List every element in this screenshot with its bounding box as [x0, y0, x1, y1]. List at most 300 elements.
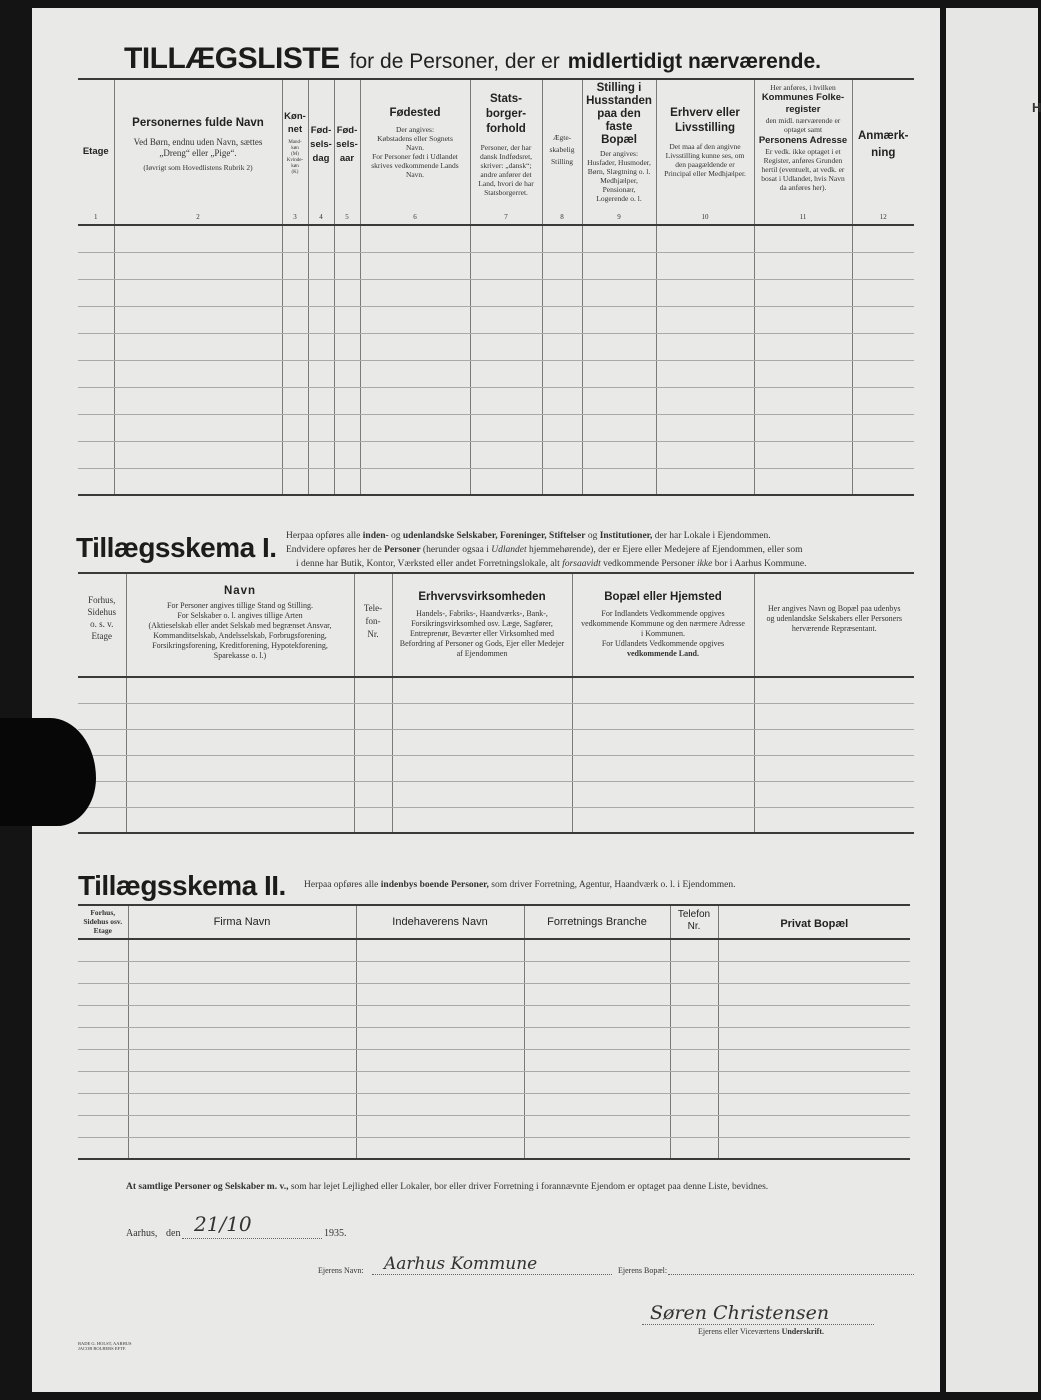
table-cell	[354, 807, 392, 833]
skema1-intro	[286, 529, 916, 571]
table-cell	[470, 306, 542, 333]
table-cell	[754, 781, 914, 807]
t: og	[388, 531, 403, 541]
table-cell	[582, 360, 656, 387]
table-row	[78, 729, 914, 755]
table-cell	[718, 1005, 910, 1027]
s1-col-residence-sub: For Indlandets Vedkommende opgives vedkommende Kommune og den nærmere Adresse i Kommunen. For Udlandets Vedkommende opgives	[581, 609, 745, 648]
s1-col-residence	[572, 573, 754, 677]
table-cell	[360, 252, 470, 279]
table-cell	[656, 225, 754, 252]
table-cell	[852, 468, 914, 495]
table-cell	[470, 387, 542, 414]
skema2-header	[78, 905, 910, 939]
col-num-2: 2	[196, 213, 200, 221]
col-num-12: 12	[879, 213, 887, 221]
table-cell	[282, 441, 308, 468]
s1-col-phone-text: Tele- fon- Nr.	[363, 603, 383, 639]
table-cell	[334, 279, 360, 306]
table-cell	[572, 729, 754, 755]
table-cell	[670, 1115, 718, 1137]
t: Ejerens eller Viceværtens	[698, 1327, 782, 1336]
table-cell	[354, 703, 392, 729]
skema2-intro	[304, 880, 914, 891]
table-cell	[582, 279, 656, 306]
table-cell	[360, 414, 470, 441]
table-cell	[354, 781, 392, 807]
table-cell	[360, 306, 470, 333]
printer-imprint	[78, 1341, 132, 1351]
table-cell	[360, 225, 470, 252]
table-cell	[392, 755, 572, 781]
table-cell	[78, 468, 114, 495]
table-cell	[542, 468, 582, 495]
table-cell	[656, 306, 754, 333]
s2-col-firm-title: Firma Navn	[213, 916, 271, 928]
s1-col-rep-text: Her angives Navn og Bopæl paa udenbys og udenlandske Selskabers eller Personers herværende Repræsentant.	[766, 604, 903, 633]
col-name	[114, 79, 282, 225]
skema1-table	[78, 572, 914, 834]
table-cell	[78, 1005, 128, 1027]
table-cell	[470, 225, 542, 252]
table-cell	[308, 252, 334, 279]
t: At samtlige Personer og Selskaber m. v.,	[126, 1182, 289, 1192]
table-cell	[754, 703, 914, 729]
col-citizenship-sub: Personer, der har dansk Indfødsret, skriver: „dansk“; andre anfører det Land, hvori de har Statsborgerret.	[478, 143, 534, 197]
col-num-4: 4	[319, 213, 323, 221]
col-birthyear-title: Fød- sels- aar	[336, 125, 358, 164]
table-cell	[718, 983, 910, 1005]
table-row	[78, 279, 914, 306]
table-row	[78, 306, 914, 333]
table-cell	[282, 252, 308, 279]
table-cell	[78, 333, 114, 360]
table-cell	[78, 677, 126, 703]
table-cell	[308, 360, 334, 387]
col-birthplace	[360, 79, 470, 225]
table-cell	[470, 279, 542, 306]
table-cell	[78, 279, 114, 306]
table-cell	[524, 1005, 670, 1027]
table-cell	[128, 1093, 356, 1115]
owner-name-label: Ejerens Navn:	[318, 1266, 364, 1275]
signature-line	[642, 1324, 874, 1325]
table-cell	[334, 360, 360, 387]
title-regular: for de Personer, der er	[349, 50, 560, 73]
s2-col-etage-text: Forhus, Sidehus osv. Etage	[83, 908, 123, 935]
table-cell	[356, 1093, 524, 1115]
table-cell	[126, 729, 354, 755]
table-row	[78, 703, 914, 729]
table-row	[78, 1115, 910, 1137]
table-cell	[78, 225, 114, 252]
table-cell	[542, 279, 582, 306]
table-cell	[114, 414, 282, 441]
col-household-sub: Der angives: Husfader, Husmoder, Børn, Slægtning o. l. Medhjælper, Pensionær, Logerende o. l.	[587, 149, 651, 203]
col-num-7: 7	[504, 213, 508, 221]
table-cell	[308, 441, 334, 468]
table-cell	[670, 1049, 718, 1071]
t: bor i Aarhus Kommune.	[712, 559, 807, 569]
t: som har lejet Lejlighed eller Lokaler, bor eller driver Forretning i forannævnte Ejendom er optaget paa denne Liste, bevidnes.	[288, 1182, 769, 1192]
table-cell	[334, 306, 360, 333]
table-cell	[852, 225, 914, 252]
table-cell	[852, 360, 914, 387]
table-cell	[524, 1049, 670, 1071]
t: forsaavidt	[562, 559, 601, 569]
table-cell	[524, 939, 670, 961]
table-cell	[582, 414, 656, 441]
table-row	[78, 387, 914, 414]
main-title	[124, 42, 934, 76]
adjacent-page-letter: H	[1032, 100, 1041, 115]
s1-col-name-title: Navn	[223, 585, 257, 597]
table-cell	[524, 1093, 670, 1115]
table-cell	[470, 252, 542, 279]
t: indenbys boende Personer,	[380, 880, 489, 890]
col-marital-title: Ægte- skabelig Stilling	[549, 133, 575, 166]
table-cell	[718, 1115, 910, 1137]
table-cell	[582, 387, 656, 414]
table-cell	[670, 983, 718, 1005]
table-cell	[392, 807, 572, 833]
s1-col-name	[126, 573, 354, 677]
t: Udlandet	[491, 545, 527, 555]
col-citizenship-title: Stats- borger- forhold	[485, 93, 527, 135]
t: i denne har Butik, Kontor, Værksted eller andet Forretningslokale, alt	[296, 559, 563, 569]
table-cell	[308, 306, 334, 333]
t: Herpaa opføres alle	[286, 531, 363, 541]
table-cell	[852, 252, 914, 279]
table-cell	[78, 387, 114, 414]
table-cell	[470, 414, 542, 441]
table-cell	[78, 1049, 128, 1071]
table-cell	[656, 360, 754, 387]
attestation-statement	[126, 1182, 916, 1193]
col-koen-sub: Mand- køn (M) Kvinde- køn (K)	[286, 140, 304, 175]
table-cell	[754, 755, 914, 781]
col-num-6: 6	[413, 213, 417, 221]
table-cell	[128, 1115, 356, 1137]
table-cell	[542, 333, 582, 360]
table-cell	[754, 729, 914, 755]
table-row	[78, 1005, 910, 1027]
table-row	[78, 225, 914, 252]
table-cell	[524, 1115, 670, 1137]
table-row	[78, 1071, 910, 1093]
s2-col-branch	[524, 905, 670, 939]
table-cell	[360, 468, 470, 495]
table-row	[78, 781, 914, 807]
col-num-3: 3	[293, 213, 297, 221]
table-row	[78, 252, 914, 279]
table-cell	[114, 252, 282, 279]
signature-caption	[698, 1327, 824, 1336]
table-cell	[354, 677, 392, 703]
table-cell	[128, 1071, 356, 1093]
t: Institutioner,	[599, 531, 653, 541]
table-row	[78, 414, 914, 441]
table-cell	[718, 1071, 910, 1093]
table-cell	[852, 306, 914, 333]
table-cell	[542, 414, 582, 441]
col-marital	[542, 79, 582, 225]
table-cell	[582, 333, 656, 360]
table-cell	[524, 1071, 670, 1093]
table-cell	[126, 781, 354, 807]
table-row	[78, 755, 914, 781]
skema1-header	[78, 573, 914, 677]
table-cell	[656, 414, 754, 441]
printer-line-1: BADE G. HOLST, AARHUS	[78, 1341, 132, 1346]
s2-col-phone	[670, 905, 718, 939]
table-cell	[718, 939, 910, 961]
table-cell	[356, 1115, 524, 1137]
table-cell	[126, 755, 354, 781]
table-cell	[754, 468, 852, 495]
table-cell	[354, 729, 392, 755]
adjacent-page	[946, 8, 1041, 1392]
col-register-sub: Er vedk. ikke optaget i et Register, anføres Grunden hertil (eventuelt, at vedk. er bosat i Udlandet, hvis Navn da anføres her).	[761, 147, 845, 192]
table-row	[78, 961, 910, 983]
table-cell	[582, 252, 656, 279]
table-cell	[334, 252, 360, 279]
col-remark	[852, 79, 914, 225]
skema1-intro-line2	[286, 543, 916, 557]
owner-address-label: Ejerens Bopæl:	[618, 1266, 668, 1275]
s2-col-address-title: Privat Bopæl	[780, 918, 849, 930]
col-koen-title: Køn- net	[284, 111, 306, 135]
table-cell	[582, 441, 656, 468]
col-num-5: 5	[345, 213, 349, 221]
table-cell	[582, 225, 656, 252]
table-cell	[126, 807, 354, 833]
table-cell	[754, 252, 852, 279]
t: som driver Forretning, Agentur, Haandværk o. l. i Ejendommen.	[488, 880, 736, 890]
col-koen	[282, 79, 308, 225]
col-num-1: 1	[94, 213, 98, 221]
table-cell	[524, 1137, 670, 1159]
table-cell	[360, 333, 470, 360]
s1-col-business-sub: Handels-, Fabriks-, Haandværks-, Bank-, Forsikringsvirksomhed osv. Læge, Sagfører, Entreprenør, Beværter eller Virksomhed med Befordring af Personer og Gods, Ejer eller Medejer af Ejendommen	[399, 609, 565, 658]
col-etage-title: Etage	[82, 146, 109, 157]
table-cell	[656, 279, 754, 306]
table-cell	[78, 441, 114, 468]
table-cell	[542, 306, 582, 333]
table-cell	[670, 1071, 718, 1093]
table-cell	[334, 333, 360, 360]
s1-col-residence-title: Bopæl eller Hjemsted	[604, 591, 722, 603]
t: vedkommende Personer	[600, 559, 698, 569]
table-cell	[670, 1137, 718, 1159]
table-cell	[282, 360, 308, 387]
table-cell	[582, 306, 656, 333]
table-cell	[128, 1137, 356, 1159]
t: og	[585, 531, 600, 541]
col-birthday	[308, 79, 334, 225]
table-cell	[282, 468, 308, 495]
skema1-title: Tillægsskema I.	[76, 532, 277, 563]
skema2-table	[78, 904, 910, 1160]
title-bold-end: midlertidigt nærværende.	[567, 50, 822, 73]
s2-col-branch-title: Forretnings Branche	[547, 916, 647, 928]
table-row	[78, 939, 910, 961]
table-cell	[656, 387, 754, 414]
col-register-title: Kommunes Folke- register	[761, 92, 845, 115]
col-register-subpre: den midl. nærværende er optaget samt	[765, 116, 841, 134]
table-cell	[542, 225, 582, 252]
table-cell	[392, 677, 572, 703]
skema1-intro-line1	[286, 529, 916, 543]
owner-name-line	[372, 1274, 612, 1275]
date-line	[182, 1238, 322, 1239]
table-cell	[114, 306, 282, 333]
table-cell	[78, 252, 114, 279]
table-row	[78, 1049, 910, 1071]
table-cell	[356, 1137, 524, 1159]
col-occupation-sub: Det maa af den angivne Livsstilling kunne ses, om den paagældende er Principal eller Medhjælper.	[664, 142, 746, 178]
table-cell	[852, 387, 914, 414]
col-num-11: 11	[799, 213, 807, 221]
table-row	[78, 441, 914, 468]
table-cell	[114, 387, 282, 414]
date-handwritten: 21/10	[194, 1212, 252, 1236]
table-cell	[78, 360, 114, 387]
table-cell	[126, 677, 354, 703]
table-cell	[78, 414, 114, 441]
col-register-title2: Personens Adresse	[758, 135, 848, 146]
table-cell	[470, 333, 542, 360]
table-cell	[392, 781, 572, 807]
table-cell	[356, 1071, 524, 1093]
table-row	[78, 1027, 910, 1049]
table-cell	[308, 414, 334, 441]
table-cell	[334, 387, 360, 414]
t: ikke	[697, 559, 713, 569]
table-cell	[308, 387, 334, 414]
table-cell	[282, 225, 308, 252]
table-cell	[78, 961, 128, 983]
col-name-note: (Iøvrigt som Hovedlistens Rubrik 2)	[143, 163, 253, 172]
table-cell	[114, 360, 282, 387]
table-cell	[718, 1027, 910, 1049]
table-cell	[670, 1005, 718, 1027]
table-cell	[670, 961, 718, 983]
t: udenlandske Selskaber, Foreninger, Stiftelser	[402, 531, 586, 541]
s1-col-etage-text: Forhus, Sidehus o. s. v. Etage	[87, 595, 116, 641]
table-cell	[572, 677, 754, 703]
table-cell	[670, 939, 718, 961]
col-num-10: 10	[701, 213, 709, 221]
table-cell	[128, 983, 356, 1005]
col-occupation-title: Erhverv eller Livsstilling	[670, 107, 740, 134]
table-cell	[360, 279, 470, 306]
table-cell	[334, 225, 360, 252]
table-row	[78, 468, 914, 495]
col-register	[754, 79, 852, 225]
table-cell	[852, 333, 914, 360]
table-cell	[718, 1049, 910, 1071]
table-cell	[392, 703, 572, 729]
table-cell	[356, 961, 524, 983]
title-bold: TILLÆGSLISTE	[124, 42, 340, 75]
table-cell	[78, 1071, 128, 1093]
table-cell	[754, 279, 852, 306]
table-cell	[572, 703, 754, 729]
s2-col-owner	[356, 905, 524, 939]
table-cell	[754, 387, 852, 414]
table-cell	[308, 468, 334, 495]
col-occupation	[656, 79, 754, 225]
table-cell	[282, 414, 308, 441]
col-name-title: Personernes fulde Navn	[132, 117, 264, 129]
table-cell	[78, 1093, 128, 1115]
s2-col-owner-title: Indehaverens Navn	[392, 916, 488, 928]
table-cell	[656, 333, 754, 360]
col-etage	[78, 79, 114, 225]
city-label: Aarhus,	[126, 1228, 158, 1239]
table-cell	[78, 703, 126, 729]
table-cell	[524, 961, 670, 983]
col-register-pre: Her anføres, i hvilken	[770, 83, 836, 92]
thumb-shadow	[0, 718, 96, 826]
table-cell	[78, 1027, 128, 1049]
table-cell	[670, 1027, 718, 1049]
owner-name-handwritten: Aarhus Kommune	[384, 1254, 538, 1274]
table-cell	[754, 441, 852, 468]
table-cell	[754, 414, 852, 441]
table-row	[78, 677, 914, 703]
table-cell	[754, 360, 852, 387]
owner-address-line	[668, 1274, 914, 1275]
s1-col-phone	[354, 573, 392, 677]
table-cell	[114, 225, 282, 252]
form-page	[32, 8, 940, 1392]
table-cell	[114, 468, 282, 495]
year-label: 1935.	[324, 1228, 347, 1239]
skema1-intro-line3	[286, 557, 916, 571]
table-cell	[572, 781, 754, 807]
table-cell	[354, 755, 392, 781]
table-row	[78, 333, 914, 360]
table-cell	[128, 1005, 356, 1027]
s1-col-business	[392, 573, 572, 677]
t: der har Lokale i Ejendommen.	[652, 531, 771, 541]
table-cell	[718, 1093, 910, 1115]
table-cell	[126, 703, 354, 729]
signature-handwritten: Søren Christensen	[650, 1302, 830, 1324]
table-cell	[754, 225, 852, 252]
col-birthplace-sub: Der angives: Købstadens eller Sognets Navn. For Personer født i Udlandet skrives vedkommende Lands Navn.	[371, 125, 459, 179]
table-cell	[392, 729, 572, 755]
t: Personer	[384, 545, 421, 555]
t: Endvidere opføres her de	[286, 545, 385, 555]
table-cell	[754, 333, 852, 360]
table-cell	[334, 468, 360, 495]
table-cell	[282, 333, 308, 360]
table-row	[78, 360, 914, 387]
table-cell	[356, 1027, 524, 1049]
table-cell	[334, 441, 360, 468]
col-num-8: 8	[560, 213, 564, 221]
table-cell	[670, 1093, 718, 1115]
t: Underskrift.	[781, 1327, 825, 1336]
table-cell	[754, 306, 852, 333]
table-row	[78, 807, 914, 833]
s2-col-phone-title: Telefon Nr.	[677, 909, 711, 932]
table-cell	[356, 1049, 524, 1071]
table-row	[78, 1093, 910, 1115]
